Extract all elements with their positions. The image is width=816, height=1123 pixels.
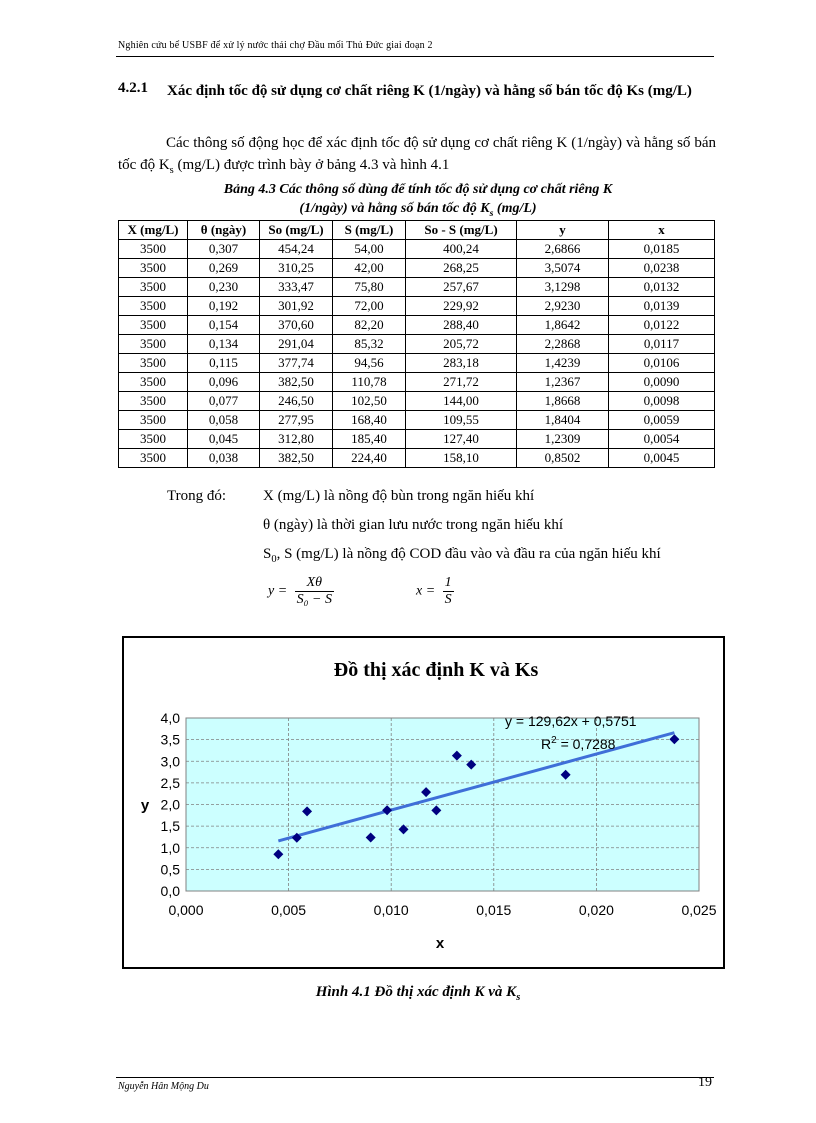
table-header-cell: So (mg/L) <box>260 221 333 240</box>
table-cell: 0,0098 <box>609 392 715 411</box>
table-cell: 109,55 <box>406 411 517 430</box>
table-cell: 94,56 <box>333 354 406 373</box>
table-caption-line1: Bảng 4.3 Các thông số dùng để tính tốc độ sử dụng cơ chất riêng K <box>223 182 613 197</box>
table-cell: 0,0132 <box>609 278 715 297</box>
table-cell: 277,95 <box>260 411 333 430</box>
definition-x: X (mg/L) là nồng độ bùn trong ngăn hiếu khí <box>263 488 535 504</box>
table-cell: 1,4239 <box>517 354 609 373</box>
table-cell: 310,25 <box>260 259 333 278</box>
table-cell: 54,00 <box>333 240 406 259</box>
table-cell: 85,32 <box>333 335 406 354</box>
table-row <box>119 278 715 297</box>
table-row <box>119 240 715 259</box>
table-row <box>119 411 715 430</box>
table-cell: 283,18 <box>406 354 517 373</box>
x-tick-label: 0,010 <box>373 902 409 918</box>
table-cell: 0,0045 <box>609 449 715 468</box>
table-cell: 382,50 <box>260 449 333 468</box>
table-cell: 224,40 <box>333 449 406 468</box>
table-cell: 158,10 <box>406 449 517 468</box>
table-cell: 2,2868 <box>517 335 609 354</box>
table-cell: 0,0090 <box>609 373 715 392</box>
table-cell: 0,0122 <box>609 316 715 335</box>
table-header-cell: S (mg/L) <box>333 221 406 240</box>
table-cell: 3500 <box>119 335 188 354</box>
table-cell: 377,74 <box>260 354 333 373</box>
y-tick-label: 1,0 <box>160 839 180 856</box>
table-cell: 1,8668 <box>517 392 609 411</box>
table-cell: 1,8404 <box>517 411 609 430</box>
table-row <box>119 335 715 354</box>
table-cell: 3500 <box>119 449 188 468</box>
table-cell: 110,78 <box>333 373 406 392</box>
table-cell: 0,230 <box>188 278 260 297</box>
y-axis-label: y <box>140 797 150 814</box>
table-cell: 333,47 <box>260 278 333 297</box>
table-cell: 3500 <box>119 392 188 411</box>
table-cell: 0,058 <box>188 411 260 430</box>
table-cell: 268,25 <box>406 259 517 278</box>
table-cell: 0,0054 <box>609 430 715 449</box>
y-tick-label: 4,0 <box>160 710 180 726</box>
table-cell: 0,0059 <box>609 411 715 430</box>
table-cell: 3500 <box>119 259 188 278</box>
chart-frame <box>122 636 725 969</box>
table-row <box>119 373 715 392</box>
page-number: 19 <box>698 1075 712 1090</box>
table-header-cell: θ (ngày) <box>188 221 260 240</box>
table-cell: 0,0238 <box>609 259 715 278</box>
table-cell: 1,2367 <box>517 373 609 392</box>
table-cell: 3500 <box>119 278 188 297</box>
table-cell: 454,24 <box>260 240 333 259</box>
table-cell: 400,24 <box>406 240 517 259</box>
y-tick-label: 0,0 <box>160 883 180 899</box>
y-tick-label: 3,5 <box>160 731 180 748</box>
y-tick-label: 3,0 <box>160 753 180 770</box>
table-cell: 0,8502 <box>517 449 609 468</box>
para-part2: (mg/L) được trình bày ở bảng 4.3 và hình 4.1 <box>173 157 450 173</box>
x-axis-label: x <box>435 935 445 952</box>
table-cell: 3500 <box>119 297 188 316</box>
table-cell: 144,00 <box>406 392 517 411</box>
x-tick-label: 0,025 <box>681 902 717 918</box>
table-cell: 168,40 <box>333 411 406 430</box>
table-cell: 3500 <box>119 316 188 335</box>
table-header-cell: X (mg/L) <box>119 221 188 240</box>
table-cell: 312,80 <box>260 430 333 449</box>
intro-paragraph <box>118 132 716 182</box>
table-header-cell: So - S (mg/L) <box>406 221 517 240</box>
table-cell: 271,72 <box>406 373 517 392</box>
running-header: Nghiên cứu bể USBF để xử lý nước thải chợ Đầu mối Thủ Đức giai đoạn 2 <box>118 40 433 51</box>
table-row <box>119 449 715 468</box>
definitions-label: Trong đó: <box>167 488 227 504</box>
table-cell: 42,00 <box>333 259 406 278</box>
y-tick-label: 2,0 <box>160 796 180 813</box>
table-cell: 257,67 <box>406 278 517 297</box>
table-cell: 0,134 <box>188 335 260 354</box>
table-cell: 0,154 <box>188 316 260 335</box>
table-caption-line2: (1/ngày) và hằng số bán tốc độ $K_s$ (mg/L) <box>299 201 537 219</box>
table-cell: 127,40 <box>406 430 517 449</box>
chart-title: Đồ thị xác định K và Ks <box>333 659 539 681</box>
table-cell: 0,096 <box>188 373 260 392</box>
parameter-table <box>118 220 715 468</box>
table-cell: 1,2309 <box>517 430 609 449</box>
table-cell: 0,0185 <box>609 240 715 259</box>
table-header-cell: x <box>609 221 715 240</box>
section-number: 4.2.1 <box>118 80 148 96</box>
table-cell: 0,0106 <box>609 354 715 373</box>
y-tick-label: 1,5 <box>160 818 180 835</box>
table-cell: 288,40 <box>406 316 517 335</box>
r-squared-label: $R^2 = 0,7288$ <box>541 735 616 752</box>
table-row <box>119 316 715 335</box>
table-row <box>119 297 715 316</box>
table-cell: 3500 <box>119 354 188 373</box>
table-caption <box>118 180 718 223</box>
table-cell: 2,6866 <box>517 240 609 259</box>
x-tick-label: 0,005 <box>271 902 307 918</box>
table-cell: 0,045 <box>188 430 260 449</box>
table-cell: 102,50 <box>333 392 406 411</box>
section-title: Xác định tốc độ sử dụng cơ chất riêng K (1/ngày) và hằng số bán tốc độ Ks (mg/L) <box>167 83 692 99</box>
para-part1: Các thông số động học để xác định tốc độ sử dụng cơ chất riêng K (1/ngày) và hằng số bán tốc độ K <box>118 135 716 173</box>
definition-s: $S_0$, S (mg/L) là nồng độ COD đầu vào và đầu ra của ngăn hiếu khí <box>263 546 661 565</box>
table-cell: 3500 <box>119 240 188 259</box>
table-cell: 301,92 <box>260 297 333 316</box>
scatter-chart <box>124 638 723 967</box>
y-tick-label: 2,5 <box>160 774 180 791</box>
table-cell: 75,80 <box>333 278 406 297</box>
trend-equation: y = 129,62x + 0,5751 <box>505 713 637 729</box>
table-row <box>119 430 715 449</box>
formula-x: x = $\frac{1}{S}$ <box>416 575 452 607</box>
para-sub: s <box>169 165 174 176</box>
table-cell: 370,60 <box>260 316 333 335</box>
table-row <box>119 392 715 411</box>
table-cell: 0,307 <box>188 240 260 259</box>
footer-rule <box>116 1077 714 1078</box>
table-cell: 205,72 <box>406 335 517 354</box>
table-cell: 291,04 <box>260 335 333 354</box>
table-cell: 246,50 <box>260 392 333 411</box>
table-cell: 1,8642 <box>517 316 609 335</box>
table-cell: 3500 <box>119 430 188 449</box>
x-tick-label: 0,000 <box>168 902 204 918</box>
header-rule <box>116 56 714 57</box>
y-tick-label: 0,5 <box>160 861 180 878</box>
table-cell: 0,077 <box>188 392 260 411</box>
table-cell: 0,269 <box>188 259 260 278</box>
figure-caption: Hình 4.1 Đồ thị xác định K và $K_s$ <box>315 984 521 1003</box>
table-row <box>119 354 715 373</box>
table-cell: 3500 <box>119 411 188 430</box>
table-cell: 0,0139 <box>609 297 715 316</box>
table-cell: 72,00 <box>333 297 406 316</box>
footer-author: Nguyễn Hân Mộng Du <box>118 1081 209 1092</box>
table-cell: 382,50 <box>260 373 333 392</box>
table-cell: 3,5074 <box>517 259 609 278</box>
table-cell: 3500 <box>119 373 188 392</box>
definition-theta: θ (ngày) là thời gian lưu nước trong ngăn hiếu khí <box>263 517 564 533</box>
x-tick-label: 0,015 <box>476 902 512 918</box>
formula-y: y = $\frac{X\theta}{\text{S₀ − S}}$ <box>268 575 332 607</box>
table-row <box>119 259 715 278</box>
table-cell: 0,038 <box>188 449 260 468</box>
table-cell: 3,1298 <box>517 278 609 297</box>
table-cell: 0,115 <box>188 354 260 373</box>
table-cell: 229,92 <box>406 297 517 316</box>
table-cell: 82,20 <box>333 316 406 335</box>
table-header-cell: y <box>517 221 609 240</box>
table-cell: 0,192 <box>188 297 260 316</box>
x-tick-label: 0,020 <box>578 902 614 918</box>
table-cell: 185,40 <box>333 430 406 449</box>
table-cell: 0,0117 <box>609 335 715 354</box>
table-cell: 2,9230 <box>517 297 609 316</box>
